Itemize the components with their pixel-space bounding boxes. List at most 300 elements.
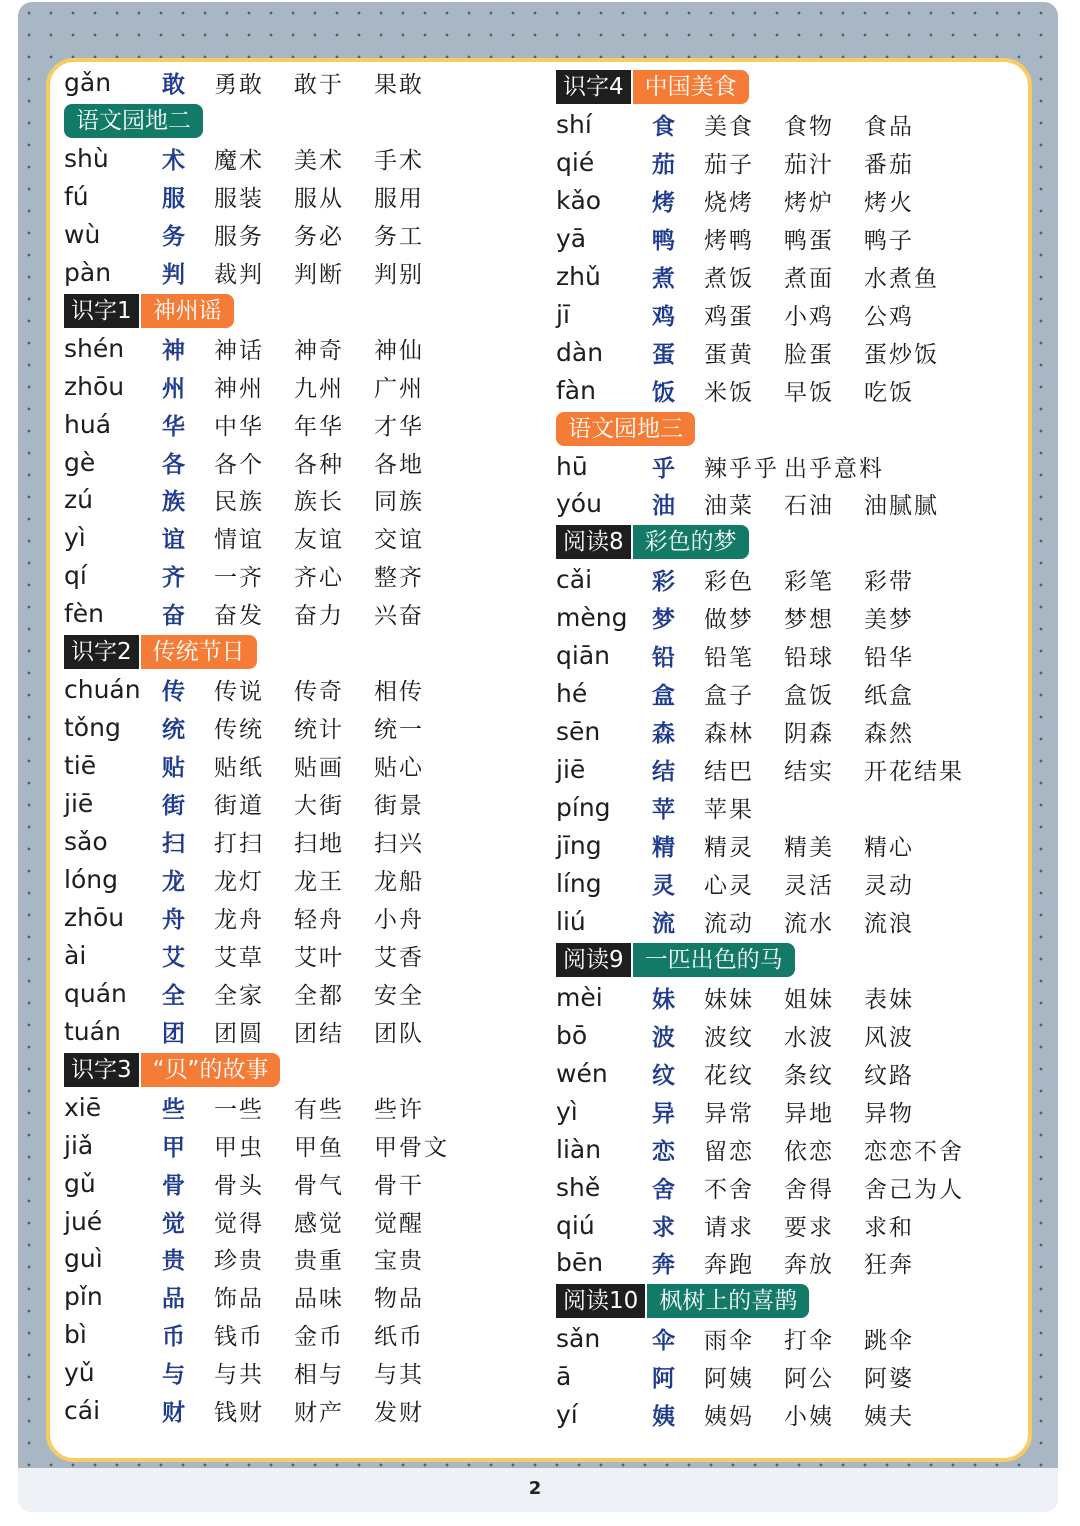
word: 齐心 <box>294 565 344 592</box>
word: 与其 <box>374 1362 424 1389</box>
word: 美食 <box>704 113 754 140</box>
pinyin: zhōu <box>64 371 125 401</box>
word: 神话 <box>214 337 264 364</box>
hanzi: 全 <box>162 982 185 1009</box>
section-header <box>556 1284 809 1318</box>
word: 骨气 <box>294 1172 344 1199</box>
pinyin: pǐn <box>64 1282 103 1312</box>
pinyin: jiē <box>556 755 586 785</box>
word: 些许 <box>374 1096 424 1123</box>
hanzi: 术 <box>162 147 185 174</box>
word: 九州 <box>294 375 344 402</box>
pinyin: wén <box>556 1058 608 1088</box>
word: 风波 <box>864 1024 914 1051</box>
word: 流动 <box>704 910 754 937</box>
pinyin: liàn <box>556 1134 602 1164</box>
word: 结实 <box>784 759 834 786</box>
word: 一些 <box>214 1096 264 1123</box>
hanzi: 觉 <box>162 1210 185 1237</box>
hanzi: 街 <box>162 793 185 820</box>
pinyin: dàn <box>556 337 604 367</box>
pinyin: pàn <box>64 257 112 287</box>
word: 鸡蛋 <box>704 303 754 330</box>
word: 结巴 <box>704 759 754 786</box>
pinyin: yì <box>556 1096 578 1126</box>
section-header <box>64 294 234 328</box>
section-header <box>556 525 749 559</box>
word: 兴奋 <box>374 603 424 630</box>
hanzi: 齐 <box>162 565 185 592</box>
word: 年华 <box>294 413 344 440</box>
pinyin: chuán <box>64 675 141 705</box>
section-title: 枫树上的喜鹊 <box>647 1284 809 1318</box>
hanzi: 梦 <box>652 607 675 634</box>
word: 心灵 <box>704 872 754 899</box>
hanzi: 鸡 <box>652 303 675 330</box>
word: 彩带 <box>864 569 914 596</box>
pinyin: qí <box>64 561 87 591</box>
word: 骨头 <box>214 1172 264 1199</box>
word: 民族 <box>214 489 264 516</box>
word: 食品 <box>864 113 914 140</box>
pinyin: jī <box>556 299 570 329</box>
word: 苹果 <box>704 797 754 824</box>
section-title: 语文园地三 <box>556 412 695 446</box>
word: 煮面 <box>784 265 834 292</box>
hanzi: 流 <box>652 910 675 937</box>
word: 服装 <box>214 185 264 212</box>
hanzi: 异 <box>652 1100 675 1127</box>
word: 贴纸 <box>214 755 264 782</box>
hanzi: 谊 <box>162 527 185 554</box>
section-header <box>556 412 695 446</box>
word: 铅华 <box>864 645 914 672</box>
hanzi: 精 <box>652 835 675 861</box>
word: 神仙 <box>374 337 424 364</box>
hanzi: 与 <box>162 1362 185 1389</box>
word: 辣乎乎 <box>704 455 779 482</box>
hanzi: 苹 <box>652 797 675 824</box>
word: 蛋黄 <box>704 341 754 368</box>
hanzi: 龙 <box>162 868 185 895</box>
hanzi: 团 <box>162 1020 185 1047</box>
pinyin: gǎn <box>64 68 112 97</box>
word: 烧烤 <box>704 189 754 216</box>
pinyin: fèn <box>64 599 105 629</box>
word: 水波 <box>784 1024 834 1051</box>
word: 全家 <box>214 982 264 1009</box>
pinyin: huá <box>64 409 112 439</box>
word: 公鸡 <box>864 303 914 330</box>
word: 财产 <box>294 1400 344 1427</box>
word: 早饭 <box>784 379 834 406</box>
word: 整齐 <box>374 565 424 592</box>
word: 服用 <box>374 185 424 212</box>
word: 勇敢 <box>214 72 264 98</box>
pinyin: gè <box>64 447 96 477</box>
hanzi: 食 <box>652 113 675 140</box>
word: 做梦 <box>704 607 754 634</box>
word: 一齐 <box>214 565 264 592</box>
word: 发财 <box>374 1400 424 1427</box>
hanzi: 族 <box>162 489 185 516</box>
word: 各种 <box>294 451 344 478</box>
word: 食物 <box>784 113 834 140</box>
pinyin: shě <box>556 1172 601 1202</box>
word: 觉得 <box>214 1210 264 1237</box>
word: 有些 <box>294 1096 344 1123</box>
word: 打伞 <box>784 1328 834 1355</box>
word: 传说 <box>214 679 264 706</box>
word: 传统 <box>214 717 264 744</box>
word: 美梦 <box>864 607 914 634</box>
word: 石油 <box>784 493 834 520</box>
pinyin: liú <box>556 906 586 936</box>
word: 奋力 <box>294 603 344 630</box>
word: 务必 <box>294 223 344 250</box>
word: 依恋 <box>784 1138 834 1165</box>
word: 街道 <box>214 793 264 820</box>
word: 水煮鱼 <box>864 265 939 292</box>
hanzi: 妹 <box>652 986 675 1013</box>
word: 安全 <box>374 982 424 1009</box>
word: 判断 <box>294 261 344 288</box>
hanzi: 州 <box>162 375 185 402</box>
word: 不舍 <box>704 1176 754 1203</box>
word: 美术 <box>294 147 344 174</box>
section-number: 阅读9 <box>556 943 631 977</box>
word: 阴森 <box>784 721 834 748</box>
hanzi: 波 <box>652 1024 675 1051</box>
hanzi: 伞 <box>652 1328 675 1355</box>
hanzi: 求 <box>652 1214 675 1241</box>
word: 相传 <box>374 679 424 706</box>
word: 吃饭 <box>864 379 914 406</box>
word: 珍贵 <box>214 1248 264 1275</box>
word: 油菜 <box>704 493 754 520</box>
word: 传奇 <box>294 679 344 706</box>
hanzi: 纹 <box>652 1062 675 1089</box>
section-header <box>556 70 749 104</box>
hanzi: 敢 <box>162 72 185 98</box>
word: 跳伞 <box>864 1328 914 1355</box>
word: 姐妹 <box>784 986 834 1013</box>
hanzi: 灵 <box>652 872 675 899</box>
word: 奔放 <box>784 1252 834 1279</box>
hanzi: 阿 <box>652 1366 675 1393</box>
word: 姨妈 <box>704 1404 754 1431</box>
word: 各地 <box>374 451 424 478</box>
hanzi: 判 <box>162 261 185 288</box>
hanzi: 骨 <box>162 1172 185 1199</box>
hanzi: 币 <box>162 1324 185 1351</box>
hanzi: 品 <box>162 1286 185 1313</box>
word: 务工 <box>374 223 424 250</box>
hanzi: 乎 <box>652 455 675 482</box>
word: 贴画 <box>294 755 344 782</box>
section-number: 识字2 <box>64 635 139 669</box>
pinyin: jiǎ <box>64 1130 94 1160</box>
word: 茄汁 <box>784 151 834 178</box>
hanzi: 服 <box>162 185 185 212</box>
word: 姨夫 <box>864 1404 914 1431</box>
hanzi: 恋 <box>652 1138 675 1165</box>
pinyin: mèi <box>556 982 603 1012</box>
pinyin: yā <box>556 223 587 253</box>
word: 盒子 <box>704 683 754 710</box>
pinyin: mèng <box>556 603 628 633</box>
hanzi: 统 <box>162 717 185 744</box>
word: 小姨 <box>784 1404 834 1431</box>
word: 精美 <box>784 835 834 861</box>
section-title: 传统节日 <box>141 635 257 669</box>
word: 米饭 <box>704 379 754 406</box>
page-number: 2 <box>528 1478 542 1499</box>
pinyin: tǒng <box>64 713 121 743</box>
word: 龙舟 <box>214 906 264 933</box>
hanzi: 贴 <box>162 755 185 782</box>
word: 纹路 <box>864 1062 914 1089</box>
word: 统一 <box>374 717 424 744</box>
section-number: 阅读8 <box>556 525 631 559</box>
word: 与共 <box>214 1362 264 1389</box>
word: 森然 <box>864 721 914 748</box>
word: 魔术 <box>214 147 264 174</box>
hanzi: 奔 <box>652 1252 675 1279</box>
word: 番茄 <box>864 151 914 178</box>
pinyin: kǎo <box>556 185 602 215</box>
word: 龙灯 <box>214 868 264 895</box>
word: 龙船 <box>374 868 424 895</box>
pinyin: gǔ <box>64 1168 96 1198</box>
word: 才华 <box>374 413 424 440</box>
word: 流浪 <box>864 910 914 937</box>
word: 阿姨 <box>704 1366 754 1393</box>
word: 表妹 <box>864 986 914 1013</box>
word: 求和 <box>864 1214 914 1241</box>
hanzi: 茄 <box>652 151 675 178</box>
word: 裁判 <box>214 261 264 288</box>
word: 精灵 <box>704 835 754 861</box>
hanzi: 煮 <box>652 265 675 292</box>
word: 果敢 <box>374 72 424 98</box>
word: 开花结果 <box>864 759 964 786</box>
hanzi: 神 <box>162 337 185 364</box>
pinyin: shén <box>64 333 125 363</box>
word: 梦想 <box>784 607 834 634</box>
word: 舍得 <box>784 1176 834 1203</box>
word: 森林 <box>704 721 754 748</box>
word: 各个 <box>214 451 264 478</box>
word: 统计 <box>294 717 344 744</box>
pinyin: zhōu <box>64 902 125 932</box>
word: 饰品 <box>214 1286 264 1313</box>
word: 友谊 <box>294 527 344 554</box>
section-number: 阅读10 <box>556 1284 645 1318</box>
hanzi: 舍 <box>652 1176 675 1203</box>
word: 盒饭 <box>784 683 834 710</box>
pinyin: wù <box>64 219 101 249</box>
word: 钱财 <box>214 1400 264 1427</box>
word: 物品 <box>374 1286 424 1313</box>
word: 钱币 <box>214 1324 264 1351</box>
word: 异地 <box>784 1100 834 1127</box>
pinyin: xiē <box>64 1092 102 1122</box>
word: 纸币 <box>374 1324 424 1351</box>
word: 铅球 <box>784 645 834 672</box>
word: 烤炉 <box>784 189 834 216</box>
word: 流水 <box>784 910 834 937</box>
hanzi: 各 <box>162 451 185 478</box>
section-title: 语文园地二 <box>64 104 203 138</box>
section-title: 一匹出色的马 <box>633 943 795 977</box>
pinyin: qiú <box>556 1210 595 1240</box>
word: 打扫 <box>214 831 264 857</box>
word: 手术 <box>374 147 424 174</box>
pinyin: sēn <box>556 717 601 747</box>
hanzi: 烤 <box>652 189 675 216</box>
hanzi: 财 <box>162 1400 185 1427</box>
section-title: 神州谣 <box>141 294 234 328</box>
pinyin: jiē <box>64 789 94 819</box>
hanzi: 彩 <box>652 569 675 596</box>
word: 族长 <box>294 489 344 516</box>
pinyin: fú <box>64 181 89 211</box>
word: 敢于 <box>294 72 344 98</box>
section-title: “贝”的故事 <box>141 1053 281 1087</box>
pinyin: cǎi <box>556 565 593 595</box>
word: 油腻腻 <box>864 493 939 520</box>
word: 彩笔 <box>784 569 834 596</box>
hanzi: 油 <box>652 493 675 520</box>
hanzi: 些 <box>162 1096 185 1123</box>
pinyin: píng <box>556 793 611 823</box>
word: 灵动 <box>864 872 914 899</box>
section-title: 彩色的梦 <box>633 525 749 559</box>
word: 留恋 <box>704 1138 754 1165</box>
pinyin: bēn <box>556 1248 604 1278</box>
word: 中华 <box>214 413 264 440</box>
word: 骨干 <box>374 1172 424 1199</box>
hanzi: 铅 <box>652 645 675 672</box>
hanzi: 舟 <box>162 906 185 933</box>
word: 花纹 <box>704 1062 754 1089</box>
pinyin: qiān <box>556 641 610 671</box>
word: 出乎意料 <box>784 455 884 482</box>
word: 扫兴 <box>374 831 424 857</box>
word: 艾草 <box>214 944 264 971</box>
word: 蛋炒饭 <box>864 341 939 368</box>
pinyin: hū <box>556 451 588 481</box>
pinyin: jīng <box>556 831 602 860</box>
word: 品味 <box>294 1286 344 1313</box>
word: 觉醒 <box>374 1210 424 1237</box>
section-number: 识字4 <box>556 70 631 104</box>
word: 宝贵 <box>374 1248 424 1275</box>
word: 团结 <box>294 1020 344 1047</box>
pinyin: zú <box>64 485 93 515</box>
section-header <box>556 943 795 977</box>
word: 甲鱼 <box>294 1134 344 1161</box>
word: 铅笔 <box>704 645 754 672</box>
word: 阿婆 <box>864 1366 914 1393</box>
word: 甲虫 <box>214 1134 264 1161</box>
hanzi: 姨 <box>652 1404 675 1431</box>
pinyin: bì <box>64 1320 87 1350</box>
section-number: 识字1 <box>64 294 139 328</box>
hanzi: 森 <box>652 721 675 748</box>
word: 请求 <box>704 1214 754 1241</box>
word: 情谊 <box>214 527 264 554</box>
pinyin: sǎo <box>64 827 108 856</box>
word: 灵活 <box>784 872 834 899</box>
word: 同族 <box>374 489 424 516</box>
word: 艾叶 <box>294 944 344 971</box>
word: 小舟 <box>374 906 424 933</box>
word: 鸭子 <box>864 227 914 254</box>
word: 大街 <box>294 793 344 820</box>
word: 脸蛋 <box>784 341 834 368</box>
hanzi: 结 <box>652 759 675 786</box>
word: 神奇 <box>294 337 344 364</box>
word: 要求 <box>784 1214 834 1241</box>
pinyin: tiē <box>64 751 97 781</box>
hanzi: 艾 <box>162 944 185 971</box>
word: 贴心 <box>374 755 424 782</box>
pinyin: shí <box>556 109 592 139</box>
section-header <box>64 104 203 138</box>
word: 煮饭 <box>704 265 754 292</box>
pinyin: guì <box>64 1244 103 1274</box>
pinyin: yǔ <box>64 1358 95 1388</box>
pinyin: tuán <box>64 1016 121 1046</box>
word: 龙王 <box>294 868 344 895</box>
hanzi: 传 <box>162 679 185 706</box>
word: 扫地 <box>294 831 344 857</box>
word: 烤鸭 <box>704 227 754 254</box>
word: 轻舟 <box>294 906 344 933</box>
word: 服务 <box>214 223 264 250</box>
word: 金币 <box>294 1324 344 1351</box>
pinyin: yì <box>64 523 86 553</box>
hanzi: 华 <box>162 413 185 440</box>
pinyin: jué <box>64 1206 103 1236</box>
word: 狂奔 <box>864 1252 914 1279</box>
word: 异常 <box>704 1100 754 1127</box>
word: 烤火 <box>864 189 914 216</box>
word: 街景 <box>374 793 424 820</box>
pinyin: bō <box>556 1020 588 1050</box>
hanzi: 甲 <box>162 1134 185 1161</box>
word: 贵重 <box>294 1248 344 1275</box>
pinyin: qié <box>556 147 595 177</box>
word: 奋发 <box>214 603 264 630</box>
word: 小鸡 <box>784 303 834 330</box>
word: 异物 <box>864 1100 914 1127</box>
hanzi: 蛋 <box>652 341 675 368</box>
pinyin: ài <box>64 940 87 970</box>
pinyin: fàn <box>556 375 596 405</box>
pinyin: yí <box>556 1400 578 1430</box>
hanzi: 鸭 <box>652 227 675 254</box>
pinyin: zhǔ <box>556 261 601 291</box>
word: 波纹 <box>704 1024 754 1051</box>
section-number: 识字3 <box>64 1053 139 1087</box>
word: 鸭蛋 <box>784 227 834 254</box>
word: 艾香 <box>374 944 424 971</box>
word: 条纹 <box>784 1062 834 1089</box>
hanzi: 奋 <box>162 603 185 630</box>
